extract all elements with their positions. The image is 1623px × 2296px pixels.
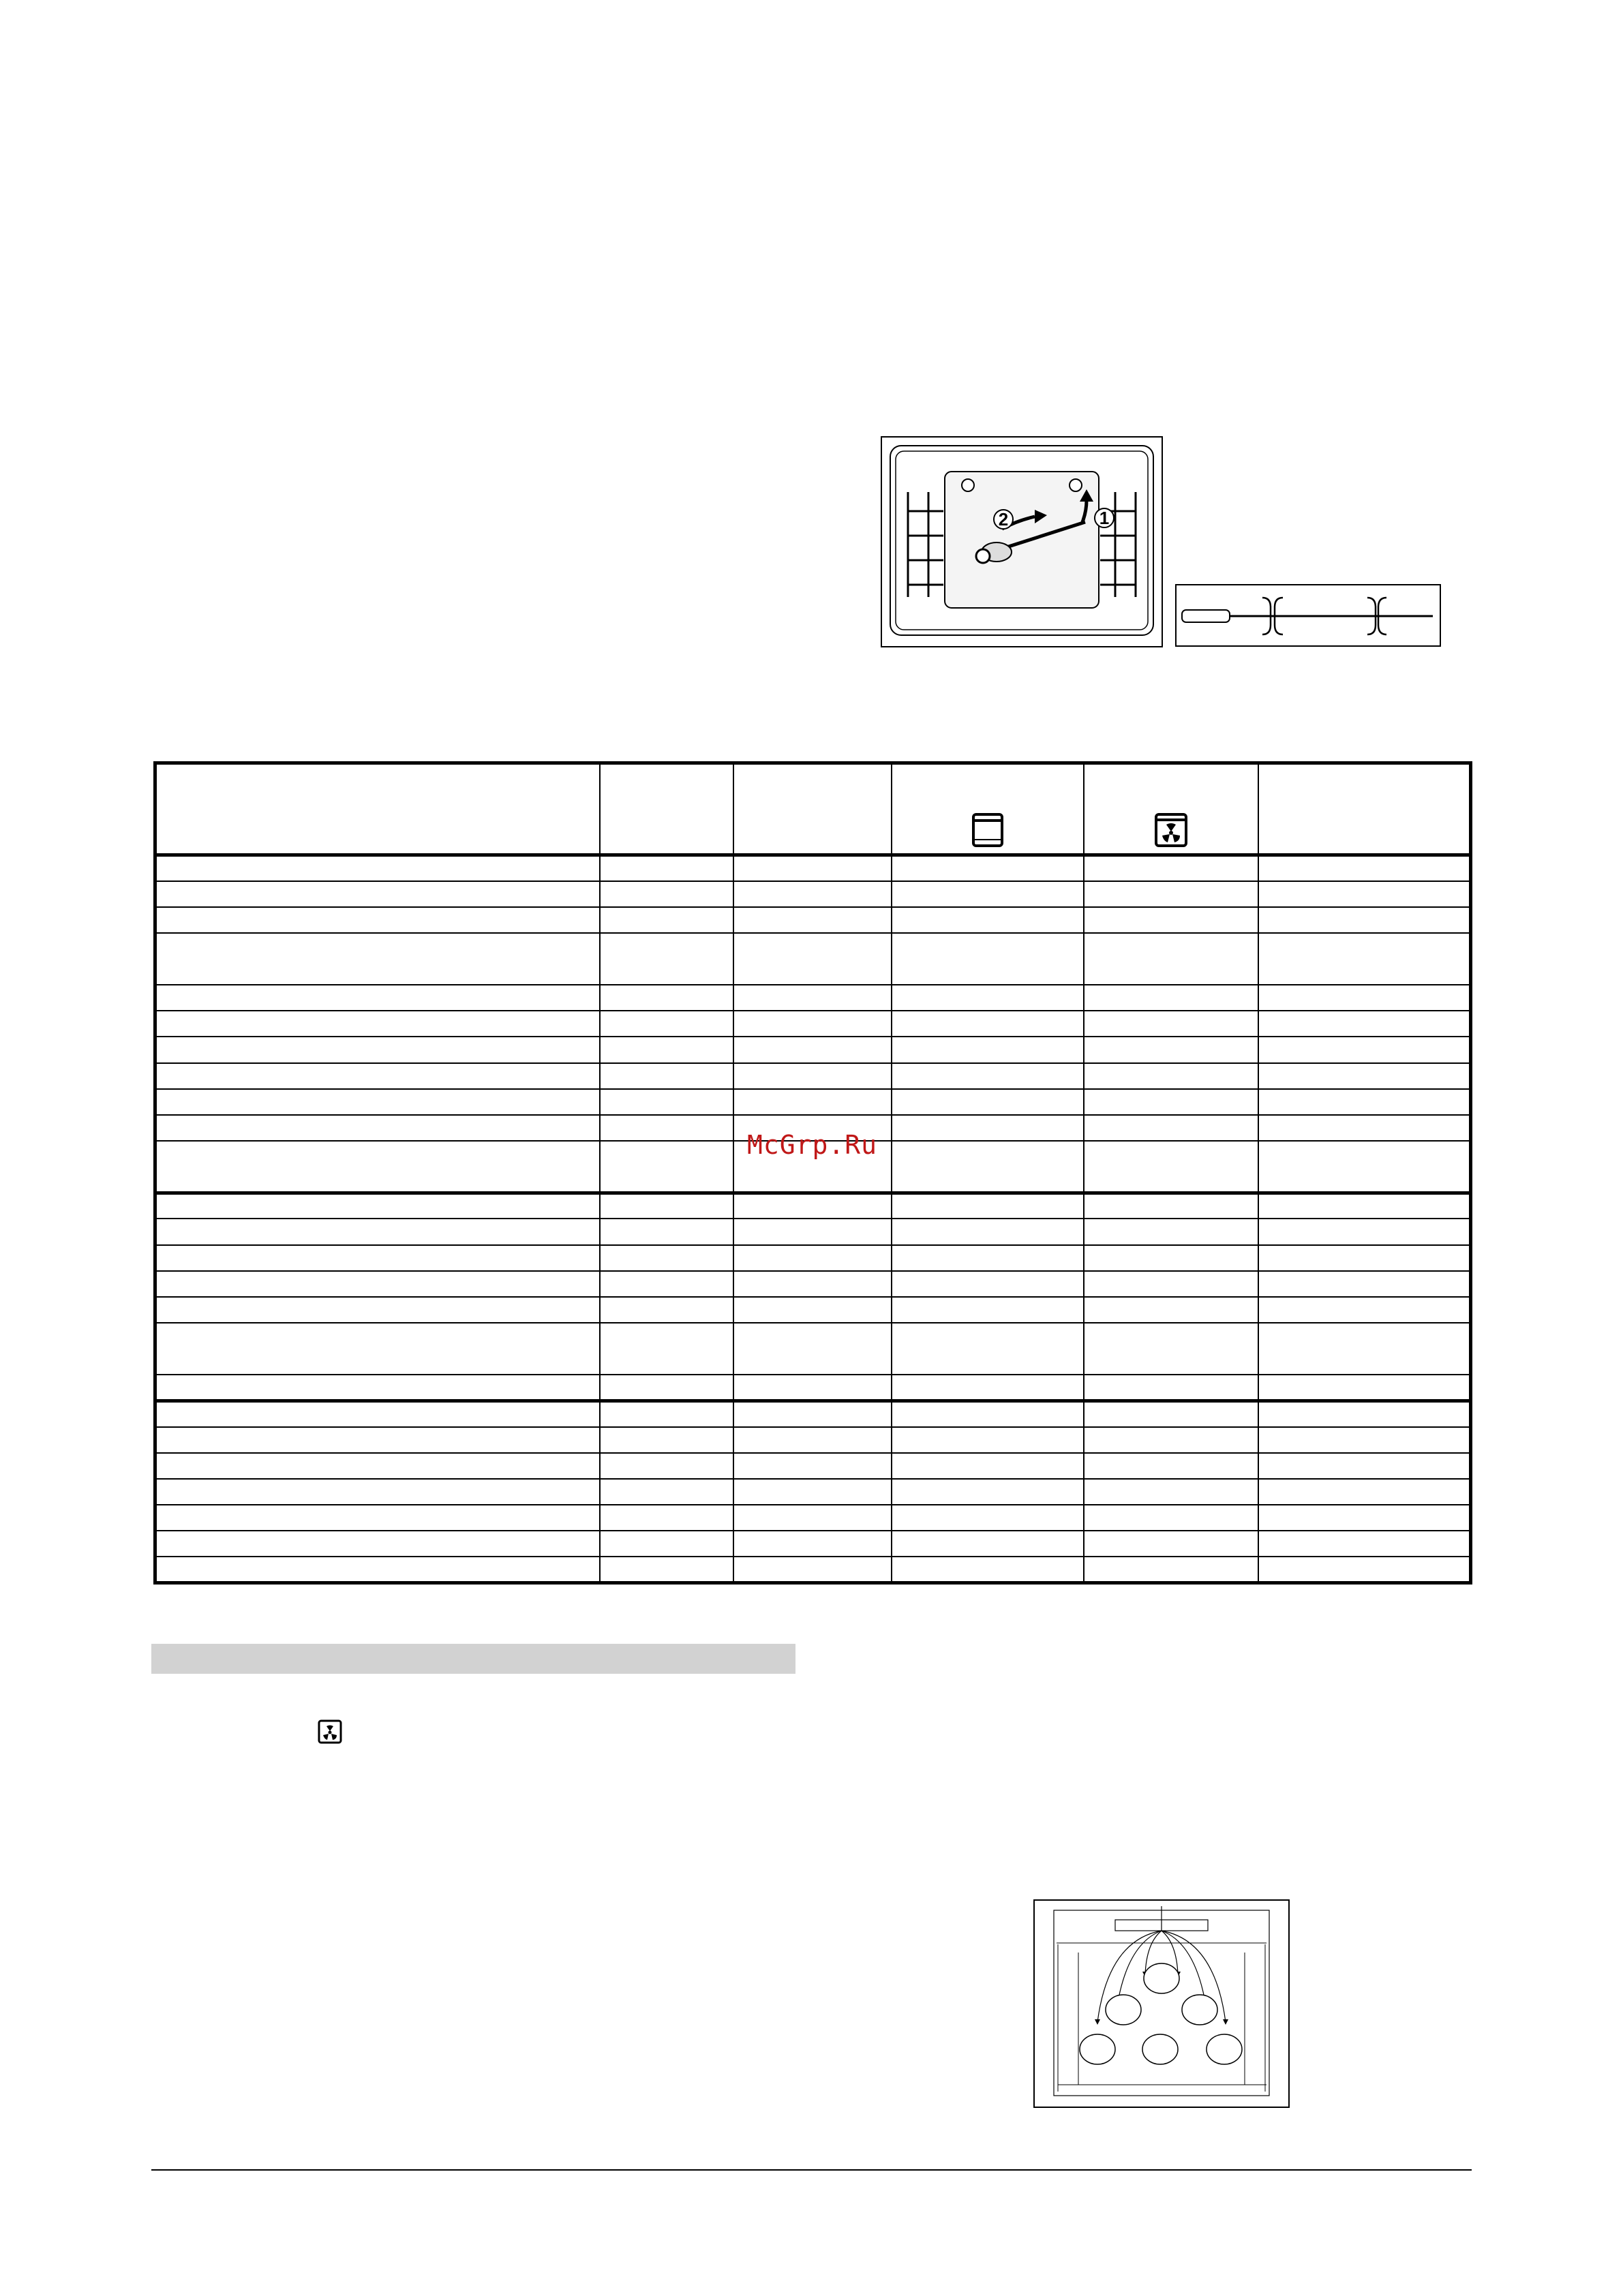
table-cell — [892, 1271, 1084, 1297]
table-cell — [1084, 1453, 1258, 1479]
table-cell — [733, 1400, 892, 1426]
table-cell — [1258, 1089, 1471, 1115]
table-cell — [155, 1037, 600, 1062]
table-cell — [892, 1400, 1084, 1426]
table-cell — [733, 1531, 892, 1557]
table-cell — [1084, 1245, 1258, 1271]
fan-convection-diagram — [1033, 1899, 1290, 2108]
table-row — [155, 1297, 1471, 1323]
table-cell — [600, 1219, 733, 1244]
table-cell — [892, 1245, 1084, 1271]
table-cell — [600, 1297, 733, 1323]
table-cell — [1084, 933, 1258, 985]
table-cell — [155, 1063, 600, 1089]
table-cell — [892, 1115, 1084, 1141]
table-cell — [1084, 1115, 1258, 1141]
table-cell — [1084, 1375, 1258, 1400]
table-cell — [733, 1219, 892, 1244]
table-cell — [1258, 907, 1471, 933]
table-cell — [892, 1089, 1084, 1115]
table-cell — [892, 1297, 1084, 1323]
table-cell — [1084, 1400, 1258, 1426]
table-cell — [1258, 1557, 1471, 1582]
table-cell — [1258, 1245, 1471, 1271]
table-cell — [733, 855, 892, 881]
table-cell — [600, 1400, 733, 1426]
table-cell — [155, 1115, 600, 1141]
table-cell — [1258, 1400, 1471, 1426]
table-cell — [600, 1479, 733, 1505]
table-cell — [1084, 855, 1258, 881]
table-cell — [733, 1037, 892, 1062]
table-cell — [155, 1400, 600, 1426]
table-cell — [1258, 1271, 1471, 1297]
table-cell — [892, 1375, 1084, 1400]
table-cell — [600, 1011, 733, 1037]
table-cell — [1084, 1011, 1258, 1037]
table-cell — [1258, 1115, 1471, 1141]
table-cell — [155, 933, 600, 985]
table-row — [155, 933, 1471, 985]
table-cell — [155, 1427, 600, 1453]
table-cell — [155, 907, 600, 933]
table-row — [155, 985, 1471, 1011]
table-cell — [600, 1089, 733, 1115]
table-cell — [1084, 881, 1258, 907]
table-cell — [1084, 1089, 1258, 1115]
table-cell — [1258, 1193, 1471, 1219]
table-cell — [155, 1271, 600, 1297]
table-row — [155, 1089, 1471, 1115]
table-cell — [600, 1505, 733, 1531]
table-cell — [600, 1557, 733, 1582]
table-cell — [892, 1505, 1084, 1531]
table-cell — [1084, 1193, 1258, 1219]
table-cell — [600, 907, 733, 933]
table-cell — [155, 1297, 600, 1323]
fan-oven-icon — [1154, 812, 1188, 848]
table-row — [155, 907, 1471, 933]
table-row — [155, 1505, 1471, 1531]
table-cell — [155, 1193, 600, 1219]
header-cell-static — [892, 763, 1084, 855]
table-cell — [892, 1141, 1084, 1193]
table-cell — [892, 907, 1084, 933]
table-cell — [600, 1245, 733, 1271]
table-row — [155, 1375, 1471, 1400]
cooking-table — [153, 761, 1469, 1581]
table-cell — [600, 1531, 733, 1557]
table-row — [155, 1427, 1471, 1453]
table-cell — [600, 881, 733, 907]
table-cell — [892, 1037, 1084, 1062]
header-cell-fan — [1084, 763, 1258, 855]
table-cell — [155, 881, 600, 907]
table-cell — [1258, 1531, 1471, 1557]
table-cell — [600, 1427, 733, 1453]
table-cell — [155, 1505, 600, 1531]
table-row — [155, 1037, 1471, 1062]
header-cell-6 — [1258, 763, 1471, 855]
footer-rule — [151, 2169, 1472, 2171]
table-cell — [600, 1141, 733, 1193]
table-row — [155, 1479, 1471, 1505]
table-row — [155, 881, 1471, 907]
table-cell — [892, 1557, 1084, 1582]
table-cell — [155, 1011, 600, 1037]
table-cell — [1258, 881, 1471, 907]
table-cell — [892, 855, 1084, 881]
table-cell — [1258, 1297, 1471, 1323]
table-cell — [892, 1063, 1084, 1089]
table-cell — [733, 1297, 892, 1323]
table-cell — [1258, 1219, 1471, 1244]
table-row — [155, 1193, 1471, 1219]
table-cell — [1258, 1011, 1471, 1037]
table-row — [155, 1011, 1471, 1037]
table-row — [155, 1219, 1471, 1244]
table-cell — [600, 1375, 733, 1400]
table-row — [155, 1063, 1471, 1089]
table-cell — [733, 933, 892, 985]
table-cell — [1258, 1141, 1471, 1193]
table-cell — [1084, 1297, 1258, 1323]
table-row — [155, 1323, 1471, 1375]
table-row — [155, 1271, 1471, 1297]
table-cell — [1258, 985, 1471, 1011]
header-cell-food — [155, 763, 600, 855]
table-cell — [1084, 1219, 1258, 1244]
table-cell — [1258, 1375, 1471, 1400]
table-cell — [600, 1063, 733, 1089]
table-cell — [892, 1323, 1084, 1375]
table-row — [155, 1453, 1471, 1479]
table-cell — [892, 1219, 1084, 1244]
table-row — [155, 1531, 1471, 1557]
table-cell — [892, 1479, 1084, 1505]
table-cell — [1258, 1063, 1471, 1089]
table-cell — [1258, 855, 1471, 881]
table-cell — [155, 1089, 600, 1115]
table-cell — [155, 1453, 600, 1479]
oven-spit-illustration — [881, 436, 1163, 647]
table-cell — [1084, 1037, 1258, 1062]
table-cell — [892, 985, 1084, 1011]
table-cell — [600, 1453, 733, 1479]
table-cell — [155, 1219, 600, 1244]
table-cell — [733, 907, 892, 933]
table-cell — [1084, 1427, 1258, 1453]
table-cell — [600, 1271, 733, 1297]
table-cell — [733, 1557, 892, 1582]
table-cell — [1258, 1323, 1471, 1375]
table-row — [155, 1557, 1471, 1582]
table-cell — [733, 1193, 892, 1219]
table-cell — [733, 1427, 892, 1453]
table-cell — [733, 1323, 892, 1375]
header-cell-3 — [733, 763, 892, 855]
table-cell — [600, 1323, 733, 1375]
table-cell — [1084, 1323, 1258, 1375]
table-cell — [892, 1453, 1084, 1479]
table-cell — [155, 1557, 600, 1582]
table-cell — [1084, 1557, 1258, 1582]
header-cell-2 — [600, 763, 733, 855]
table-cell — [1258, 1453, 1471, 1479]
table-row — [155, 1400, 1471, 1426]
table-cell — [1084, 907, 1258, 933]
table-cell — [1258, 1479, 1471, 1505]
table-cell — [155, 985, 600, 1011]
table-cell — [733, 1453, 892, 1479]
table-cell — [733, 1479, 892, 1505]
table-cell — [155, 1531, 600, 1557]
table-cell — [155, 1245, 600, 1271]
table-cell — [600, 985, 733, 1011]
table-row — [155, 855, 1471, 881]
table-cell — [733, 985, 892, 1011]
table-cell — [600, 855, 733, 881]
table-cell — [733, 881, 892, 907]
table-cell — [600, 1037, 733, 1062]
table-cell — [1084, 1531, 1258, 1557]
table-cell — [155, 1323, 600, 1375]
table-cell — [733, 1375, 892, 1400]
table-cell — [733, 1505, 892, 1531]
table-cell — [155, 855, 600, 881]
table-cell — [892, 1011, 1084, 1037]
rotisserie-spit-illustration — [1175, 584, 1441, 647]
table-cell — [733, 1089, 892, 1115]
table-cell — [892, 1193, 1084, 1219]
table-cell — [1258, 1427, 1471, 1453]
table-cell — [1258, 1505, 1471, 1531]
static-oven-icon — [971, 812, 1004, 848]
table-cell — [1258, 1037, 1471, 1062]
table-cell — [1084, 1141, 1258, 1193]
table-cell — [733, 1271, 892, 1297]
table-cell — [1084, 1505, 1258, 1531]
table-cell — [733, 1011, 892, 1037]
table-cell — [600, 1115, 733, 1141]
step-2-label: 2 — [998, 509, 1009, 530]
table-cell — [1084, 1479, 1258, 1505]
table-cell — [155, 1479, 600, 1505]
table-cell — [892, 933, 1084, 985]
table-cell — [1258, 933, 1471, 985]
step-1-label: 1 — [1099, 508, 1110, 528]
table-cell — [892, 1427, 1084, 1453]
section-heading-bar — [151, 1644, 795, 1674]
table-cell — [892, 881, 1084, 907]
table-cell — [155, 1141, 600, 1193]
table-cell — [733, 1063, 892, 1089]
fan-oven-icon — [318, 1719, 342, 1744]
watermark: McGrp.Ru — [747, 1130, 878, 1160]
table-cell — [600, 933, 733, 985]
table-cell — [155, 1375, 600, 1400]
table-cell — [1084, 1063, 1258, 1089]
table-cell — [600, 1193, 733, 1219]
table-cell — [1084, 985, 1258, 1011]
table-cell — [733, 1245, 892, 1271]
table-row — [155, 1245, 1471, 1271]
table-cell — [1084, 1271, 1258, 1297]
table-cell — [892, 1531, 1084, 1557]
